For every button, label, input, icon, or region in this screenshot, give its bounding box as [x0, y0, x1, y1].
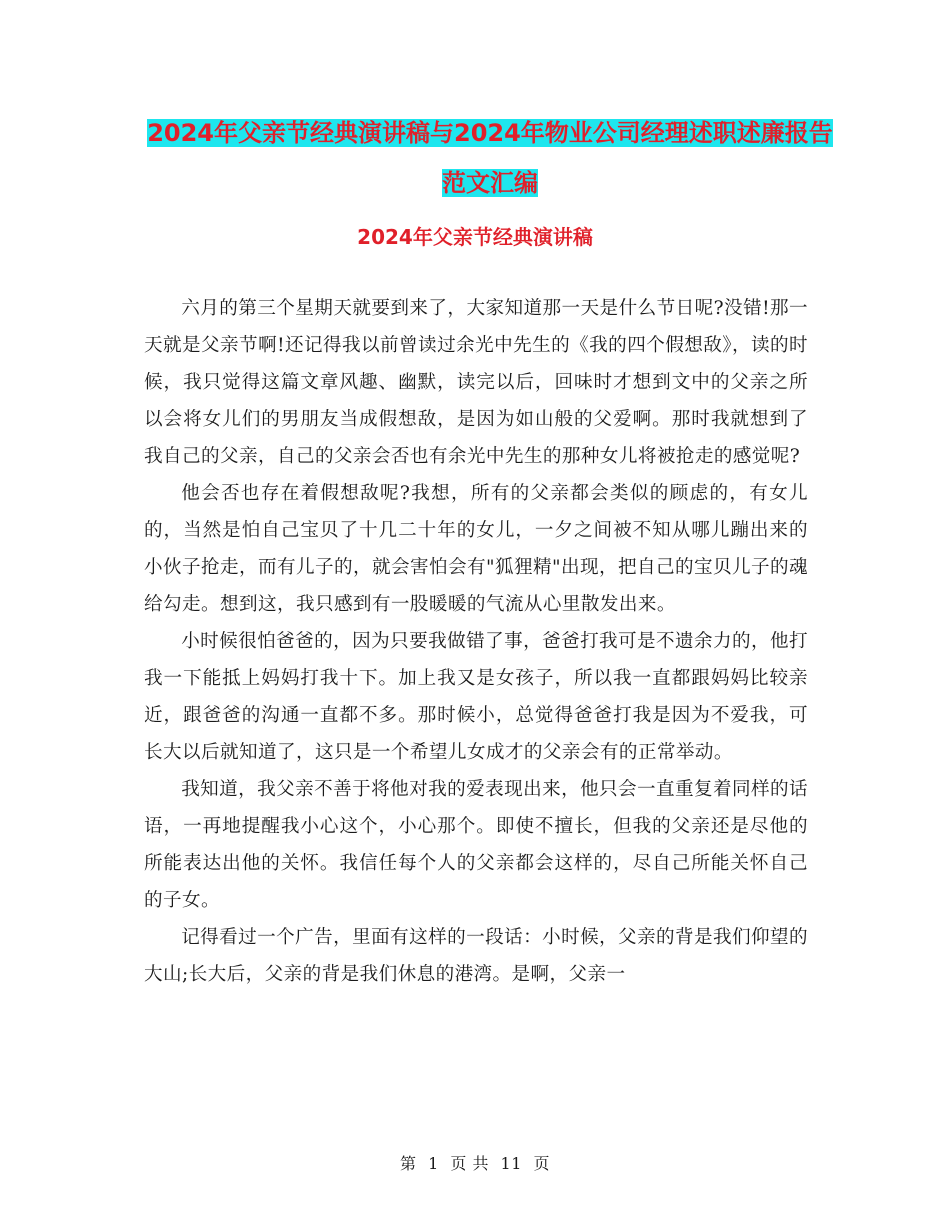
document-title-text: 2024年父亲节经典演讲稿与2024年物业公司经理述职述廉报告范文汇编 — [147, 119, 833, 197]
paragraph-1: 六月的第三个星期天就要到来了，大家知道那一天是什么节日呢?没错!那一天就是父亲节啊!还记得我以前曾读过余光中先生的《我的四个假想敌》，读的时候，我只觉得这篇文章风趣、幽默，读完以后，回味时才想到文中的父亲之所以会将女儿们的男朋友当成假想敌，是因为如山般的父爱啊。那时我就想到了我自己的父亲，自己的父亲会否也有余光中先生的那种女儿将被抢走的感觉呢? — [144, 298, 808, 467]
paragraph-2: 他会否也存在着假想敌呢?我想，所有的父亲都会类似的顾虑的，有女儿的，当然是怕自己宝贝了十几二十年的女儿，一夕之间被不知从哪儿蹦出来的小伙子抢走，而有儿子的，就会害怕会有"狐狸精"出现，把自己的宝贝儿子的魂给勾走。想到这，我只感到有一股暖暖的气流从心里散发出来。 — [144, 483, 808, 615]
paragraph-4: 我知道，我父亲不善于将他对我的爱表现出来，他只会一直重复着同样的话语，一再地提醒我小心这个，小心那个。即使不擅长，但我的父亲还是尽他的所能表达出他的关怀。我信任每个人的父亲都会这样的，尽自己所能关怀自己的子女。 — [144, 779, 808, 911]
footer-suffix: 页 — [533, 1154, 551, 1173]
footer-prefix: 第 — [399, 1154, 417, 1173]
page-footer — [0, 1152, 950, 1176]
footer-total-pages: 11 — [500, 1154, 522, 1173]
footer-mid: 页 共 — [450, 1154, 489, 1173]
document-title — [140, 108, 840, 208]
footer-page-number: 1 — [428, 1154, 439, 1173]
paragraph-5: 记得看过一个广告，里面有这样的一段话：小时候，父亲的背是我们仰望的大山;长大后，父亲的背是我们休息的港湾。是啊，父亲一 — [144, 927, 808, 985]
section-heading: 2024年父亲节经典演讲稿 — [357, 225, 593, 249]
paragraph-3: 小时候很怕爸爸的，因为只要我做错了事，爸爸打我可是不遗余力的，他打我一下能抵上妈妈打我十下。加上我又是女孩子，所以我一直都跟妈妈比较亲近，跟爸爸的沟通一直都不多。那时候小，总觉得爸爸打我是因为不爱我，可长大以后就知道了，这只是一个希望儿女成才的父亲会有的正常举动。 — [144, 631, 808, 763]
document-body — [144, 290, 808, 993]
